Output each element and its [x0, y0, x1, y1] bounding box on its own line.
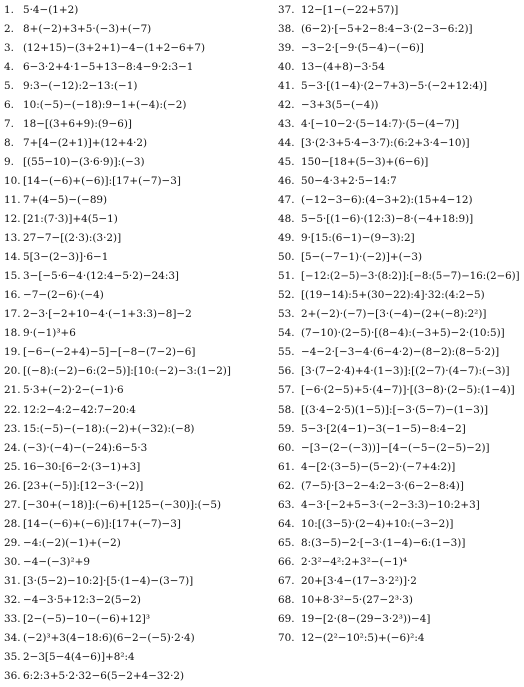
- exercise-item: [0, 248, 272, 267]
- exercise-item: [276, 152, 524, 171]
- exercise-item: [276, 171, 524, 190]
- exercise-item: [276, 76, 524, 95]
- exercise-number: 28.: [4, 517, 21, 530]
- exercise-expression: −4−(−3)²+9: [23, 555, 90, 568]
- exercise-number: 13.: [4, 232, 21, 245]
- exercise-expression: [−12:(2−5)−3·(8:2)]:[−8:(5−7)−16:(2−6)]: [301, 270, 520, 282]
- exercise-expression: (−2)³+3(4−18:6)(6−2−(−5)·2·4): [23, 632, 195, 645]
- exercise-number: 15.: [4, 270, 21, 283]
- exercise-item: [0, 552, 272, 571]
- exercise-item: [0, 476, 272, 495]
- exercise-number: 9.: [4, 155, 14, 168]
- exercise-item: [0, 610, 272, 629]
- exercise-expression: 5−5·[(1−6)·(12:3)−8·(−4+18:9)]: [301, 213, 474, 226]
- exercise-expression: 18−[(3+6+9):(9−6)]: [23, 117, 132, 130]
- exercise-item: [276, 571, 524, 590]
- exercise-number: 59.: [278, 422, 295, 435]
- exercise-item: [0, 305, 272, 324]
- exercise-expression: −3+3(5−(−4)): [301, 98, 379, 111]
- exercise-item: [0, 76, 272, 95]
- exercise-item: [276, 0, 524, 19]
- exercise-number: 4.: [4, 60, 14, 73]
- exercise-item: [0, 362, 272, 381]
- exercise-expression: 2+(−2)·(−7)−[3·(−4)−(2+(−8):2²)]: [301, 308, 487, 321]
- exercise-item: [0, 571, 272, 590]
- exercise-item: [276, 400, 524, 419]
- exercise-expression: (7−5)·[3−2−4:2−3·(6−2−8:4)]: [301, 479, 464, 492]
- exercise-expression: 4−[2·(3−5)−(5−2)·(−7+4:2)]: [301, 460, 456, 473]
- exercise-item: [0, 457, 272, 476]
- exercise-number: 62.: [278, 479, 295, 492]
- exercise-item: [0, 514, 272, 533]
- exercise-number: 55.: [278, 346, 295, 359]
- exercise-item: [276, 381, 524, 400]
- exercise-number: 26.: [4, 479, 21, 492]
- exercise-item: [276, 286, 524, 305]
- exercise-number: 43.: [278, 117, 295, 130]
- exercise-number: 49.: [278, 232, 295, 245]
- exercise-item: [276, 362, 524, 381]
- exercise-expression: [(−8):(−2)−6:(2−5)]:[10:(−2)−3:(1−2)]: [23, 365, 231, 378]
- exercise-number: 31.: [4, 574, 21, 587]
- exercise-expression: 150−[18+(5−3)+(6−6)]: [301, 155, 429, 168]
- exercise-number: 47.: [278, 193, 295, 206]
- exercise-expression: [5−(−7−1)·(−2)]+(−3): [301, 251, 423, 264]
- exercise-item: [0, 57, 272, 76]
- exercise-expression: [(55−10)−(3·6·9)]:(−3): [23, 155, 145, 168]
- exercise-item: [0, 229, 272, 248]
- exercise-expression: [−6·(2−5)+5·(4−7)]·[(3−8)·(2−5):(1−4)]: [301, 384, 515, 397]
- exercise-item: [0, 133, 272, 152]
- exercise-expression: (−3)·(−4)−(−24):6−5·3: [23, 441, 148, 454]
- exercise-item: [0, 210, 272, 229]
- exercise-expression: [3·(7−2·4)+4·(1−3)]:[(2−7)·(4−7):(−3)]: [301, 365, 510, 378]
- exercise-number: 46.: [278, 174, 295, 187]
- exercise-expression: 15:(−5)−(−18):(−2)+(−32):(−8): [23, 422, 195, 435]
- exercise-number: 69.: [278, 613, 295, 626]
- exercise-item: [0, 152, 272, 171]
- exercise-expression: 13−(4+8)−3·54: [301, 60, 385, 73]
- exercise-item: [0, 114, 272, 133]
- exercise-item: [276, 457, 524, 476]
- exercise-number: 5.: [4, 79, 14, 92]
- exercise-number: 63.: [278, 498, 295, 511]
- exercise-item: [0, 495, 272, 514]
- exercise-item: [276, 533, 524, 552]
- exercise-expression: 16−30:[6−2·(3−1)+3]: [23, 460, 141, 473]
- exercise-item: [0, 0, 272, 19]
- exercise-expression: [3·(2·3+5·4−3·7):(6:2+3·4−10)]: [301, 136, 470, 149]
- exercise-item: [276, 438, 524, 457]
- exercise-number: 42.: [278, 98, 295, 111]
- exercise-expression: (6−2)·[−5+2−8:4−3·(2−3−6:2)]: [301, 22, 473, 35]
- exercise-number: 58.: [278, 403, 295, 416]
- exercise-number: 56.: [278, 365, 295, 378]
- exercise-number: 60.: [278, 441, 295, 454]
- exercise-item: [276, 305, 524, 324]
- exercise-number: 32.: [4, 593, 21, 606]
- exercise-number: 57.: [278, 384, 295, 397]
- exercise-number: 8.: [4, 136, 14, 149]
- exercise-expression: [−30+(−18)]:(−6)+[125−(−30)]:(−5): [23, 498, 222, 511]
- exercise-number: 33.: [4, 613, 21, 626]
- exercise-expression: 9·(−1)³+6: [23, 327, 76, 340]
- exercise-item: [276, 590, 524, 609]
- exercise-item: [0, 629, 272, 648]
- exercise-expression: 9:3−(−12):2−13:(−1): [23, 79, 138, 92]
- exercise-item: [0, 267, 272, 286]
- exercise-item: [0, 667, 272, 686]
- exercise-item: [276, 210, 524, 229]
- exercise-item: [0, 400, 272, 419]
- exercise-number: 38.: [278, 22, 295, 35]
- exercise-number: 29.: [4, 536, 21, 549]
- exercise-expression: −4−2·[−3−4·(6−4·2)−(8−2):(8−5·2)]: [301, 346, 500, 359]
- exercise-item: [276, 95, 524, 114]
- exercise-expression: [14−(−6)+(−6)]:[17+(−7)−3]: [23, 517, 181, 530]
- exercise-expression: 5·4−(1+2): [23, 3, 79, 16]
- exercise-item: [0, 95, 272, 114]
- exercise-number: 3.: [4, 41, 14, 54]
- exercise-number: 21.: [4, 384, 21, 397]
- exercise-expression: 4·[−10−2·(5−14:7)·(5−(4−7)]: [301, 117, 460, 130]
- exercise-expression: (−12−3−6):(4−3+2):(15+4−12): [301, 193, 473, 206]
- exercise-number: 68.: [278, 593, 295, 606]
- exercise-item: [276, 419, 524, 438]
- exercise-number: 10.: [4, 174, 21, 187]
- exercise-item: [276, 133, 524, 152]
- exercise-number: 52.: [278, 289, 295, 302]
- exercise-expression: −7−(2−6)·(−4): [23, 289, 104, 302]
- exercise-expression: 19−[2·(8−(29−3·2³))−4]: [301, 613, 431, 626]
- exercise-number: 70.: [278, 632, 295, 645]
- exercise-expression: 6−3·2+4·1−5+13−8:4−9·2:3−1: [23, 60, 194, 73]
- exercise-item: [276, 343, 524, 362]
- exercise-expression: 4−3·[−2+5−3·(−2−3:3)−10:2+3]: [301, 498, 480, 511]
- exercise-expression: 3−[−5·6−4·(12:4−5·2)−24:3]: [23, 270, 179, 283]
- exercise-item: [0, 590, 272, 609]
- exercise-expression: 12−(2²−10²:5)+(−6)²:4: [301, 632, 425, 645]
- right-column: [276, 0, 524, 648]
- exercise-number: 18.: [4, 327, 21, 340]
- exercise-number: 66.: [278, 555, 295, 568]
- exercise-number: 14.: [4, 251, 21, 264]
- exercise-number: 17.: [4, 308, 21, 321]
- exercise-expression: [2−(−5)−10−(−6)+12]³: [23, 613, 151, 626]
- exercise-expression: (12+15)−(3+2+1)−4−(1+2−6+7): [23, 41, 206, 54]
- exercise-number: 51.: [278, 270, 295, 283]
- exercise-number: 36.: [4, 670, 21, 683]
- exercise-expression: 8:(3−5)−2·[−3·(1−4)−6:(1−3)]: [301, 536, 466, 549]
- exercise-item: [0, 343, 272, 362]
- exercise-number: 61.: [278, 460, 295, 473]
- exercise-number: 25.: [4, 460, 21, 473]
- exercise-expression: 9·[15:(6−1)−(9−3):2]: [301, 232, 415, 245]
- exercise-expression: 27−7−[(2·3):(3·2)]: [23, 232, 122, 245]
- exercise-number: 7.: [4, 117, 14, 130]
- exercise-number: 40.: [278, 60, 295, 73]
- exercise-item: [0, 648, 272, 667]
- exercise-number: 16.: [4, 289, 21, 302]
- exercise-item: [0, 438, 272, 457]
- exercise-number: 45.: [278, 155, 295, 168]
- exercise-expression: [(3·4−2·5)(1−5)]:[−3·(5−7)−(1−3)]: [301, 403, 489, 416]
- exercise-expression: 6:2:3+5·2·32−6(5−2+4−32·2): [23, 670, 185, 683]
- exercise-item: [0, 419, 272, 438]
- exercise-expression: 12−[1−(−22+57)]: [301, 3, 399, 16]
- exercise-item: [276, 495, 524, 514]
- exercise-number: 27.: [4, 498, 21, 511]
- exercise-number: 64.: [278, 517, 295, 530]
- exercise-item: [276, 514, 524, 533]
- exercise-item: [276, 248, 524, 267]
- exercise-number: 12.: [4, 213, 21, 226]
- exercise-expression: 8+(−2)+3+5·(−3)+(−7): [23, 22, 152, 35]
- exercise-item: [276, 114, 524, 133]
- exercise-number: 65.: [278, 536, 295, 549]
- exercise-expression: 10:[(3−5)·(2−4)+10:(−3−2)]: [301, 517, 454, 530]
- exercise-expression: −4:(−2)(−1)+(−2): [23, 536, 121, 549]
- exercise-number: 22.: [4, 403, 21, 416]
- exercise-expression: 12:2−4:2−42:7−20:4: [23, 403, 136, 416]
- exercise-item: [0, 533, 272, 552]
- exercise-expression: 5−3·[2(4−1)−3(−1−5)−8:4−2]: [301, 422, 466, 435]
- exercise-expression: 2·3²−4²:2+3²−(−1)⁴: [301, 555, 408, 568]
- exercise-expression: 50−4·3+2·5−14:7: [301, 174, 397, 187]
- exercise-item: [276, 610, 524, 629]
- exercise-number: 53.: [278, 308, 295, 321]
- exercise-number: 48.: [278, 213, 295, 226]
- exercise-number: 54.: [278, 327, 295, 340]
- exercise-number: 50.: [278, 251, 295, 264]
- exercise-number: 35.: [4, 651, 21, 664]
- exercise-expression: 10:(−5)−(−18):9−1+(−4):(−2): [23, 98, 187, 111]
- exercise-number: 6.: [4, 98, 14, 111]
- exercise-expression: −[3−(2−(−3))]−[4−(−5−(2−5)−2)]: [301, 441, 490, 454]
- exercise-item: [0, 38, 272, 57]
- exercise-number: 23.: [4, 422, 21, 435]
- exercise-item: [0, 381, 272, 400]
- exercise-expression: [−6−(−2+4)−5]−[−8−(7−2)−6]: [23, 346, 196, 359]
- exercise-expression: 20+[3·4−(17−3·2²)]·2: [301, 574, 417, 587]
- exercise-expression: (7−10)·(2−5)·[(8−4):(−3+5)−2·(10:5)]: [301, 327, 505, 340]
- exercise-expression: [3·(5−2)−10:2]·[5·(1−4)−(3−7)]: [23, 574, 194, 587]
- exercise-item: [276, 476, 524, 495]
- exercise-number: 41.: [278, 79, 295, 92]
- exercise-number: 30.: [4, 555, 21, 568]
- exercise-expression: [21:(7·3)]+4(5−1): [23, 213, 118, 226]
- exercise-item: [276, 629, 524, 648]
- exercise-expression: [14−(−6)+(−6)]:[17+(−7)−3]: [23, 174, 181, 187]
- exercise-number: 44.: [278, 136, 295, 149]
- exercise-item: [276, 38, 524, 57]
- exercise-number: 34.: [4, 632, 21, 645]
- exercise-item: [276, 57, 524, 76]
- exercise-expression: 5[3−(2−3)]·6−1: [23, 251, 109, 264]
- exercise-item: [0, 19, 272, 38]
- exercise-item: [0, 324, 272, 343]
- exercise-expression: [(19−14):5+(30−22):4]·32:(4:2−5): [301, 289, 485, 302]
- exercise-number: 1.: [4, 3, 14, 16]
- exercise-number: 20.: [4, 365, 21, 378]
- exercise-number: 37.: [278, 3, 295, 16]
- exercise-expression: 2−3·[−2+10−4·(−1+3:3)−8]−2: [23, 308, 192, 321]
- exercise-item: [276, 267, 524, 286]
- exercise-item: [276, 190, 524, 209]
- exercise-number: 2.: [4, 22, 14, 35]
- exercise-item: [0, 171, 272, 190]
- exercise-expression: 7+[4−(2+1)]+(12+4·2): [23, 136, 148, 149]
- exercise-expression: 10+8·3²−5·(27−2³·3): [301, 593, 413, 606]
- exercise-item: [0, 286, 272, 305]
- exercise-item: [276, 19, 524, 38]
- exercise-expression: 5·3+(−2)·2−(−1)·6: [23, 384, 124, 397]
- exercise-number: 67.: [278, 574, 295, 587]
- exercise-expression: 2−3[5−4(4−6)]+8²:4: [23, 651, 135, 664]
- exercise-number: 19.: [4, 346, 21, 359]
- exercise-number: 39.: [278, 41, 295, 54]
- exercise-expression: 5−3·[(1−4)·(2−7+3)−5·(−2+12:4)]: [301, 79, 488, 92]
- exercise-expression: −3−2·[−9·(5−4)−(−6)]: [301, 41, 424, 54]
- exercise-number: 11.: [4, 193, 21, 206]
- exercise-item: [276, 552, 524, 571]
- exercise-item: [276, 229, 524, 248]
- exercise-expression: −4−3·5+12:3−2(5−2): [23, 593, 141, 606]
- exercise-item: [0, 190, 272, 209]
- exercise-expression: [23+(−5)]:[12−3·(−2)]: [23, 479, 144, 492]
- exercise-item: [276, 324, 524, 343]
- exercise-number: 24.: [4, 441, 21, 454]
- exercise-expression: 7+(4−5)−(−89): [23, 193, 108, 206]
